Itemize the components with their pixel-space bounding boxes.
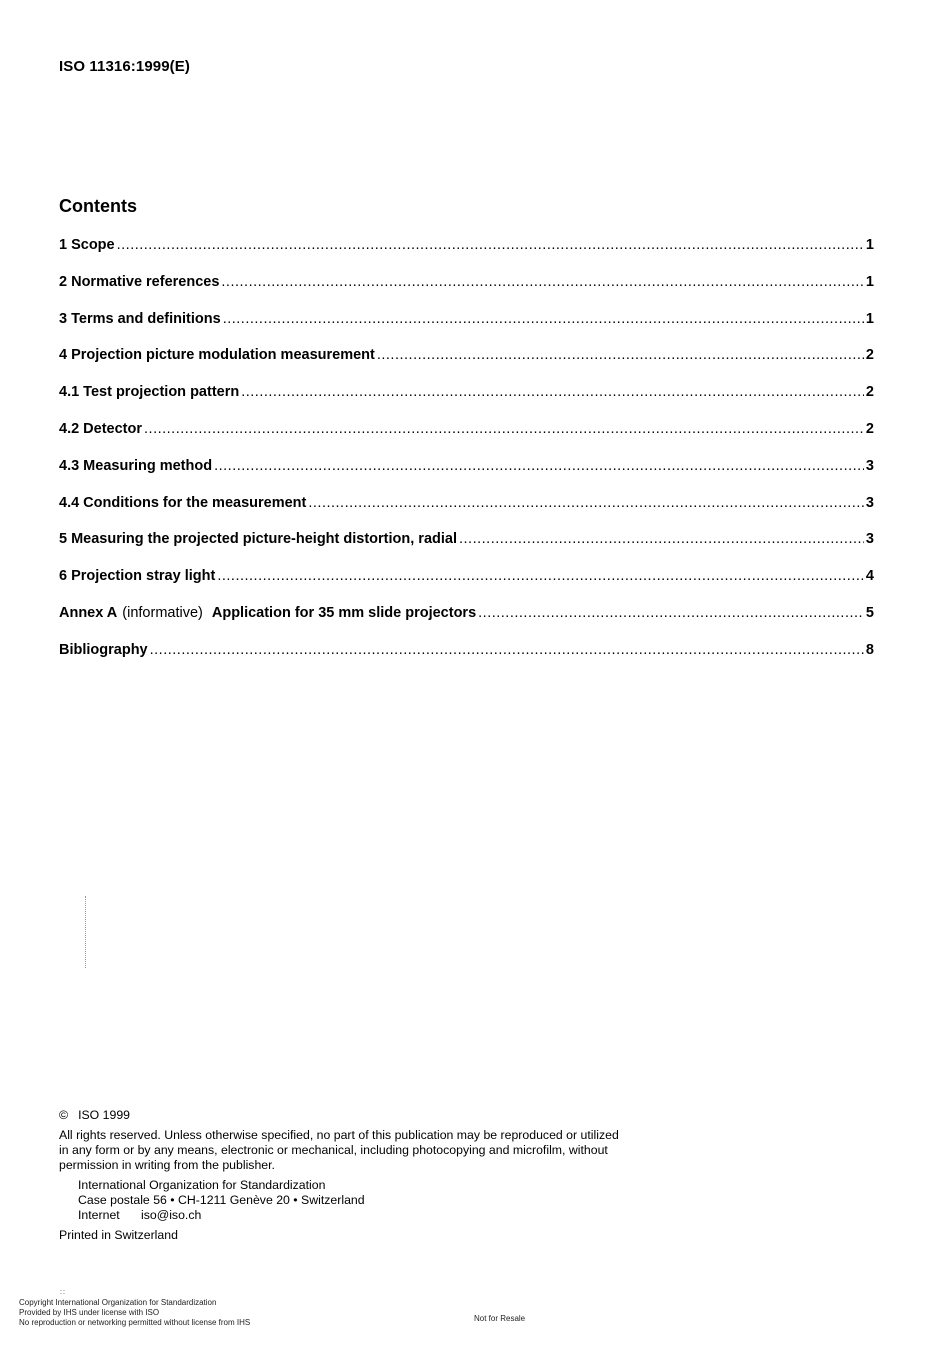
table-of-contents: [59, 237, 874, 679]
toc-entry-detector[interactable]: [59, 421, 874, 458]
copyright-notice: [59, 1108, 619, 1123]
toc-entry-page: 3: [865, 457, 874, 474]
dot-leader: [221, 274, 864, 290]
copyright-icon: ©: [59, 1108, 69, 1122]
footer-copyright: Copyright International Organization for Standardization: [19, 1298, 217, 1307]
toc-entry-title: Annex A: [59, 604, 118, 621]
dot-leader: [478, 605, 864, 621]
toc-entry-page: 5: [865, 604, 874, 621]
toc-entry-measurement-conditions[interactable]: [59, 495, 874, 532]
toc-entry-page: 1: [865, 273, 874, 290]
toc-entry-bibliography[interactable]: [59, 642, 874, 679]
toc-entry-title: 1 Scope: [59, 237, 115, 253]
internet-contact: [78, 1208, 619, 1223]
margin-marks: [85, 896, 89, 968]
dot-leader: [241, 384, 864, 400]
rights-statement: All rights reserved. Unless otherwise specified, no part of this publication may be reproduced or utilized in any form or by any means, electronic or mechanical, including photocopying and microfilm, without permission in writing from the publisher.: [59, 1128, 619, 1172]
toc-entry-title: 2 Normative references: [59, 273, 220, 290]
toc-entry-annex-a[interactable]: [59, 605, 874, 642]
organization-address: [78, 1178, 619, 1223]
toc-entry-page: 1: [865, 310, 874, 327]
toc-entry-title: 5 Measuring the projected picture-height distortion, radial: [59, 531, 457, 548]
dot-leader: [308, 495, 864, 511]
contents-heading: Contents: [59, 196, 137, 216]
dot-leader: [459, 531, 864, 547]
toc-entry-title: 3 Terms and definitions: [59, 310, 221, 327]
toc-entry-page: 8: [865, 641, 874, 658]
footer-mark: ::: [60, 1289, 66, 1296]
toc-entry-title: 4.4 Conditions for the measurement: [59, 494, 307, 511]
license-footer: [19, 1288, 939, 1328]
dot-leader: [377, 347, 864, 363]
dot-leader: [214, 458, 864, 474]
copyright-block: [59, 1108, 619, 1243]
copyright-year: ISO 1999: [78, 1108, 131, 1122]
annex-informative-note: (informative): [122, 604, 203, 621]
toc-entry-scope[interactable]: [59, 237, 874, 274]
toc-entry-terms-definitions[interactable]: [59, 311, 874, 348]
toc-entry-normative-references[interactable]: [59, 274, 874, 311]
dot-leader: [144, 421, 864, 437]
toc-entry-page: 3: [865, 531, 874, 548]
footer-license: Provided by IHS under license with ISO: [19, 1308, 160, 1317]
toc-entry-modulation-measurement[interactable]: [59, 347, 874, 384]
toc-entry-title: 4.1 Test projection pattern: [59, 384, 240, 401]
dot-leader: [223, 311, 864, 327]
dot-leader: [217, 568, 864, 584]
postal-address: Case postale 56 • CH-1211 Genève 20 • Switzerland: [78, 1193, 365, 1207]
toc-entry-title: 4 Projection picture modulation measurement: [59, 347, 375, 364]
printed-location: Printed in Switzerland: [59, 1228, 178, 1242]
toc-entry-title: Bibliography: [59, 641, 148, 658]
toc-entry-page: 3: [865, 494, 874, 511]
dot-leader: [150, 642, 864, 658]
toc-entry-title: 4.2 Detector: [59, 420, 143, 437]
toc-entry-page: 2: [865, 384, 874, 401]
toc-entry-stray-light[interactable]: [59, 568, 874, 605]
toc-entry-page: 4: [865, 568, 874, 585]
toc-entry-page: 2: [865, 420, 874, 437]
toc-entry-measuring-method[interactable]: [59, 458, 874, 495]
dot-leader: [117, 237, 864, 253]
toc-entry-title: 6 Projection stray light: [59, 568, 216, 585]
email-link[interactable]: iso@iso.ch: [141, 1208, 202, 1222]
organization-name: International Organization for Standardization: [78, 1178, 326, 1192]
footer-reproduction: No reproduction or networking permitted without license from IHS: [19, 1318, 251, 1327]
footer-resale: Not for Resale: [474, 1314, 526, 1323]
document-id: ISO 11316:1999(E): [59, 58, 190, 75]
internet-label: Internet: [78, 1208, 120, 1222]
toc-entry-page: 2: [865, 347, 874, 364]
toc-entry-subtitle: Application for 35 mm slide projectors: [211, 604, 477, 621]
toc-entry-title: 4.3 Measuring method: [59, 457, 213, 474]
toc-entry-test-projection-pattern[interactable]: [59, 384, 874, 421]
toc-entry-height-distortion[interactable]: [59, 531, 874, 568]
toc-entry-page: 1: [865, 237, 874, 253]
